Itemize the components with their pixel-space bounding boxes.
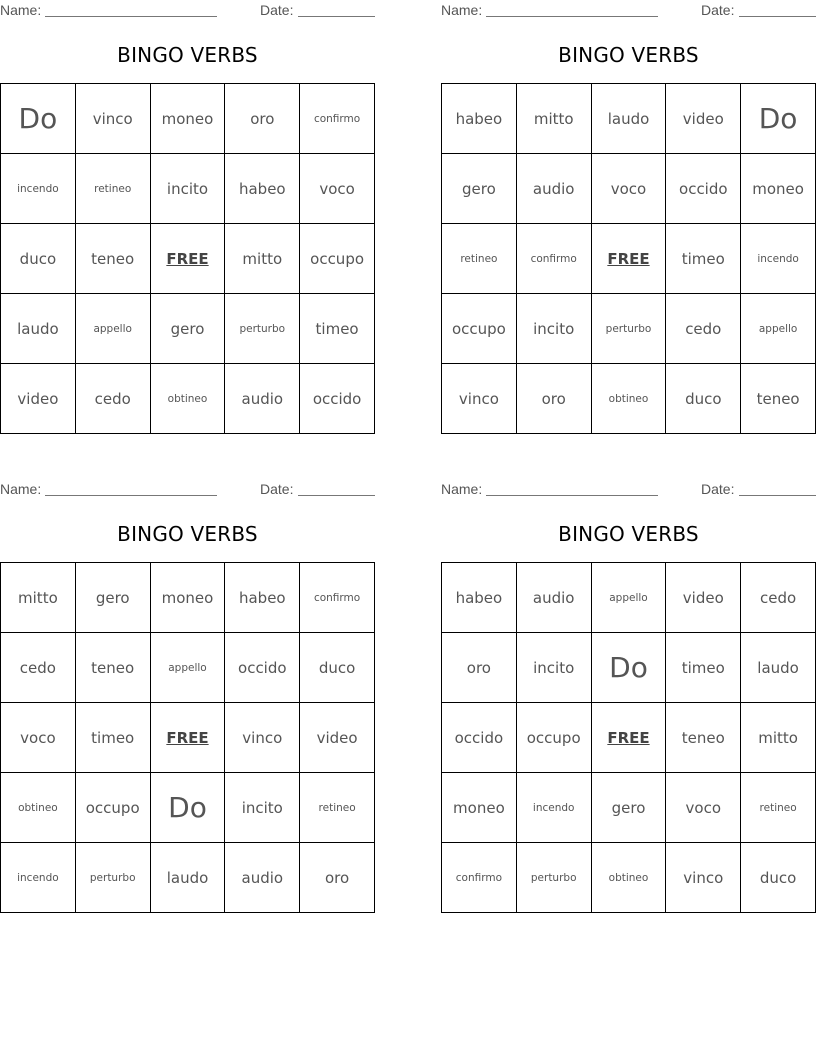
- name-field[interactable]: [45, 16, 217, 17]
- bingo-cell[interactable]: laudo: [741, 633, 816, 703]
- bingo-cell[interactable]: Do: [151, 773, 226, 843]
- bingo-cell[interactable]: Do: [1, 84, 76, 154]
- bingo-cell[interactable]: moneo: [442, 773, 517, 843]
- bingo-cell[interactable]: incendo: [741, 224, 816, 294]
- bingo-card-1: [0, 0, 375, 408]
- bingo-cell[interactable]: voco: [666, 773, 741, 843]
- bingo-grid: [0, 83, 375, 434]
- date-field[interactable]: [298, 495, 375, 496]
- date-label: Date:: [701, 2, 735, 18]
- name-field[interactable]: [45, 495, 217, 496]
- name-field[interactable]: [486, 16, 658, 17]
- bingo-cell[interactable]: voco: [592, 154, 667, 224]
- bingo-cell[interactable]: obtineo: [592, 843, 667, 913]
- bingo-cell[interactable]: video: [300, 703, 375, 773]
- bingo-cell[interactable]: incendo: [517, 773, 592, 843]
- bingo-cell[interactable]: video: [1, 364, 76, 434]
- bingo-card-2: [441, 0, 816, 408]
- bingo-cell[interactable]: incito: [517, 294, 592, 364]
- bingo-cell[interactable]: incito: [517, 633, 592, 703]
- bingo-cell[interactable]: confirmo: [300, 84, 375, 154]
- bingo-cell[interactable]: timeo: [666, 633, 741, 703]
- bingo-cell[interactable]: confirmo: [442, 843, 517, 913]
- date-label: Date:: [701, 481, 735, 497]
- bingo-card-3: [0, 479, 375, 887]
- bingo-cell[interactable]: duco: [666, 364, 741, 434]
- bingo-cell[interactable]: gero: [592, 773, 667, 843]
- bingo-grid: [0, 562, 375, 913]
- bingo-cell[interactable]: voco: [300, 154, 375, 224]
- bingo-cell[interactable]: teneo: [666, 703, 741, 773]
- name-field[interactable]: [486, 495, 658, 496]
- bingo-cell[interactable]: habeo: [442, 84, 517, 154]
- free-space-cell[interactable]: FREE: [151, 224, 226, 294]
- bingo-cell[interactable]: habeo: [225, 154, 300, 224]
- bingo-cell[interactable]: perturbo: [76, 843, 151, 913]
- bingo-cell[interactable]: retineo: [300, 773, 375, 843]
- bingo-cell[interactable]: mitto: [1, 563, 76, 633]
- bingo-cell[interactable]: cedo: [741, 563, 816, 633]
- bingo-cell[interactable]: cedo: [76, 364, 151, 434]
- bingo-cell[interactable]: occupo: [442, 294, 517, 364]
- bingo-cell[interactable]: vinco: [442, 364, 517, 434]
- free-space-cell[interactable]: FREE: [151, 703, 226, 773]
- bingo-cell[interactable]: voco: [1, 703, 76, 773]
- bingo-grid: [441, 562, 816, 913]
- date-field[interactable]: [739, 495, 816, 496]
- bingo-cell[interactable]: laudo: [592, 84, 667, 154]
- date-label: Date:: [260, 481, 294, 497]
- bingo-cell[interactable]: appello: [151, 633, 226, 703]
- card-title: BINGO VERBS: [558, 522, 699, 546]
- bingo-cell[interactable]: occupo: [76, 773, 151, 843]
- bingo-cell[interactable]: teneo: [741, 364, 816, 434]
- bingo-grid: [441, 83, 816, 434]
- bingo-cell[interactable]: mitto: [225, 224, 300, 294]
- bingo-cell[interactable]: audio: [517, 154, 592, 224]
- bingo-cell[interactable]: laudo: [1, 294, 76, 364]
- bingo-cell[interactable]: timeo: [300, 294, 375, 364]
- bingo-cell[interactable]: occupo: [517, 703, 592, 773]
- date-label: Date:: [260, 2, 294, 18]
- bingo-cell[interactable]: occido: [666, 154, 741, 224]
- bingo-cell[interactable]: teneo: [76, 224, 151, 294]
- bingo-cell[interactable]: occupo: [300, 224, 375, 294]
- bingo-cell[interactable]: Do: [741, 84, 816, 154]
- name-label: Name:: [0, 2, 42, 18]
- bingo-cell[interactable]: timeo: [76, 703, 151, 773]
- date-field[interactable]: [739, 16, 816, 17]
- bingo-cell[interactable]: occido: [300, 364, 375, 434]
- card-title: BINGO VERBS: [117, 43, 258, 67]
- bingo-cell[interactable]: mitto: [741, 703, 816, 773]
- name-label: Name:: [0, 481, 42, 497]
- bingo-cell[interactable]: obtineo: [1, 773, 76, 843]
- bingo-cell[interactable]: occido: [442, 703, 517, 773]
- bingo-cell[interactable]: gero: [151, 294, 226, 364]
- bingo-cell[interactable]: cedo: [666, 294, 741, 364]
- bingo-cell[interactable]: oro: [300, 843, 375, 913]
- bingo-cell[interactable]: oro: [517, 364, 592, 434]
- card-title: BINGO VERBS: [558, 43, 699, 67]
- bingo-cell[interactable]: vinco: [76, 84, 151, 154]
- bingo-cell[interactable]: audio: [225, 843, 300, 913]
- date-field[interactable]: [298, 16, 375, 17]
- bingo-cell[interactable]: audio: [517, 563, 592, 633]
- bingo-cell[interactable]: video: [666, 84, 741, 154]
- bingo-cell[interactable]: laudo: [151, 843, 226, 913]
- bingo-cell[interactable]: perturbo: [225, 294, 300, 364]
- bingo-cell[interactable]: vinco: [666, 843, 741, 913]
- bingo-cell[interactable]: Do: [592, 633, 667, 703]
- bingo-cell[interactable]: perturbo: [517, 843, 592, 913]
- bingo-cell[interactable]: teneo: [76, 633, 151, 703]
- bingo-cell[interactable]: incendo: [1, 154, 76, 224]
- bingo-cell[interactable]: moneo: [741, 154, 816, 224]
- name-label: Name:: [441, 481, 483, 497]
- bingo-cell[interactable]: duco: [741, 843, 816, 913]
- bingo-cell[interactable]: habeo: [442, 563, 517, 633]
- card-header: [441, 0, 816, 22]
- bingo-cell[interactable]: incendo: [1, 843, 76, 913]
- bingo-cell[interactable]: retineo: [741, 773, 816, 843]
- bingo-cell[interactable]: retineo: [442, 224, 517, 294]
- bingo-cell[interactable]: gero: [442, 154, 517, 224]
- bingo-cell[interactable]: incito: [151, 154, 226, 224]
- bingo-cell[interactable]: moneo: [151, 563, 226, 633]
- bingo-cell[interactable]: perturbo: [592, 294, 667, 364]
- bingo-cell[interactable]: moneo: [151, 84, 226, 154]
- bingo-cell[interactable]: appello: [76, 294, 151, 364]
- bingo-cell[interactable]: habeo: [225, 563, 300, 633]
- bingo-cell[interactable]: video: [666, 563, 741, 633]
- bingo-cell[interactable]: confirmo: [517, 224, 592, 294]
- bingo-cell[interactable]: appello: [741, 294, 816, 364]
- bingo-cell[interactable]: gero: [76, 563, 151, 633]
- bingo-cell[interactable]: obtineo: [592, 364, 667, 434]
- bingo-cell[interactable]: oro: [225, 84, 300, 154]
- bingo-cell[interactable]: retineo: [76, 154, 151, 224]
- free-space-cell[interactable]: FREE: [592, 224, 667, 294]
- name-label: Name:: [441, 2, 483, 18]
- bingo-cell[interactable]: mitto: [517, 84, 592, 154]
- bingo-cell[interactable]: oro: [442, 633, 517, 703]
- bingo-cell[interactable]: occido: [225, 633, 300, 703]
- bingo-cell[interactable]: audio: [225, 364, 300, 434]
- bingo-cell[interactable]: timeo: [666, 224, 741, 294]
- bingo-cell[interactable]: duco: [300, 633, 375, 703]
- card-header: [0, 479, 375, 501]
- bingo-cell[interactable]: appello: [592, 563, 667, 633]
- bingo-card-4: [441, 479, 816, 887]
- bingo-cell[interactable]: incito: [225, 773, 300, 843]
- bingo-cell[interactable]: vinco: [225, 703, 300, 773]
- card-header: [441, 479, 816, 501]
- bingo-cell[interactable]: obtineo: [151, 364, 226, 434]
- free-space-cell[interactable]: FREE: [592, 703, 667, 773]
- bingo-cell[interactable]: duco: [1, 224, 76, 294]
- bingo-cell[interactable]: confirmo: [300, 563, 375, 633]
- card-header: [0, 0, 375, 22]
- card-title: BINGO VERBS: [117, 522, 258, 546]
- bingo-cell[interactable]: cedo: [1, 633, 76, 703]
